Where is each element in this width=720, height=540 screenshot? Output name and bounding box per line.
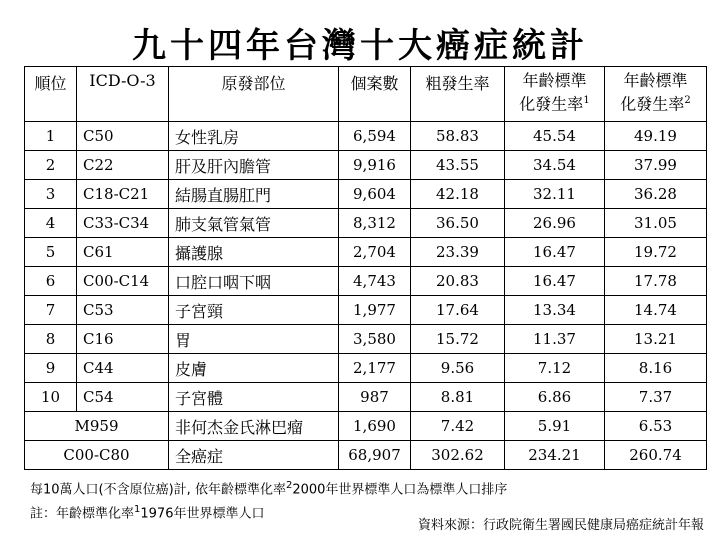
header-cases: 個案數 xyxy=(339,67,411,122)
cell-rank: 1 xyxy=(25,122,77,151)
header-site: 原發部位 xyxy=(169,67,339,122)
cell-icd-code: C61 xyxy=(77,238,169,267)
table-row xyxy=(25,151,707,180)
cell-asr-2: 7.37 xyxy=(605,383,707,412)
table-row-summary xyxy=(25,412,707,441)
cell-cases: 2,177 xyxy=(339,354,411,383)
cell-cases: 1,977 xyxy=(339,296,411,325)
table-row xyxy=(25,354,707,383)
cell-cases: 8,312 xyxy=(339,209,411,238)
cell-rank: 8 xyxy=(25,325,77,354)
cell-cases: 987 xyxy=(339,383,411,412)
cell-asr-1: 5.91 xyxy=(505,412,605,441)
cell-crude-rate: 43.55 xyxy=(411,151,505,180)
table-row xyxy=(25,383,707,412)
cell-asr-2: 37.99 xyxy=(605,151,707,180)
header-asr-1-sup: 1 xyxy=(583,95,590,106)
header-crude-rate: 粗發生率 xyxy=(411,67,505,122)
cell-icd-code: C54 xyxy=(77,383,169,412)
cell-primary-site: 子宮體 xyxy=(169,383,339,412)
footnote-2-text-a: 註：年齡標準化率 xyxy=(30,506,135,522)
table-row-summary xyxy=(25,441,707,470)
cell-crude-rate: 7.42 xyxy=(411,412,505,441)
cell-crude-rate: 302.62 xyxy=(411,441,505,470)
cell-asr-2: 49.19 xyxy=(605,122,707,151)
cell-asr-1: 6.86 xyxy=(505,383,605,412)
cell-cases: 4,743 xyxy=(339,267,411,296)
cell-asr-2: 13.21 xyxy=(605,325,707,354)
header-asr-1-line1: 年齡標準 xyxy=(522,71,587,90)
footnote-2-text-b: 1976年世界標準人口 xyxy=(140,506,265,522)
cell-crude-rate: 8.81 xyxy=(411,383,505,412)
cell-rank: 3 xyxy=(25,180,77,209)
cell-asr-2: 260.74 xyxy=(605,441,707,470)
cell-icd-code: C00-C14 xyxy=(77,267,169,296)
table-row xyxy=(25,267,707,296)
table-row xyxy=(25,209,707,238)
cell-asr-1: 11.37 xyxy=(505,325,605,354)
cell-rank: 10 xyxy=(25,383,77,412)
header-asr-2-line1: 年齡標準 xyxy=(623,71,688,90)
header-rank: 順位 xyxy=(25,67,77,122)
cell-icd-code: C50 xyxy=(77,122,169,151)
header-asr-1 xyxy=(505,67,605,122)
cell-primary-site: 攝護腺 xyxy=(169,238,339,267)
cell-asr-1: 13.34 xyxy=(505,296,605,325)
cell-rank: 5 xyxy=(25,238,77,267)
cell-icd-code: M959 xyxy=(25,412,169,441)
cell-cases: 1,690 xyxy=(339,412,411,441)
cell-icd-code: C44 xyxy=(77,354,169,383)
cell-cases: 3,580 xyxy=(339,325,411,354)
cell-primary-site: 肺支氣管氣管 xyxy=(169,209,339,238)
cell-asr-2: 14.74 xyxy=(605,296,707,325)
cell-icd-code: C33-C34 xyxy=(77,209,169,238)
cell-asr-1: 234.21 xyxy=(505,441,605,470)
cell-primary-site: 女性乳房 xyxy=(169,122,339,151)
header-icd: ICD-O-3 xyxy=(77,67,169,122)
cell-asr-2: 19.72 xyxy=(605,238,707,267)
cell-cases: 68,907 xyxy=(339,441,411,470)
cell-primary-site: 口腔口咽下咽 xyxy=(169,267,339,296)
data-source: 資料來源：行政院衛生署國民健康局癌症統計年報 xyxy=(417,518,704,533)
cell-rank: 6 xyxy=(25,267,77,296)
cell-asr-1: 32.11 xyxy=(505,180,605,209)
header-asr-2-sup: 2 xyxy=(684,95,691,106)
cell-primary-site: 子宮頸 xyxy=(169,296,339,325)
footnote-1-sup: 2 xyxy=(285,480,293,491)
cell-primary-site: 結腸直腸肛門 xyxy=(169,180,339,209)
cell-icd-code: C22 xyxy=(77,151,169,180)
footnote-1-text-a: 每10萬人口(不含原位癌)計, 依年齡標準化率 xyxy=(30,482,286,498)
cell-cases: 9,916 xyxy=(339,151,411,180)
cancer-statistics-table xyxy=(24,66,707,470)
cell-crude-rate: 23.39 xyxy=(411,238,505,267)
cell-icd-code: C00-C80 xyxy=(25,441,169,470)
cell-crude-rate: 42.18 xyxy=(411,180,505,209)
cell-crude-rate: 20.83 xyxy=(411,267,505,296)
cell-asr-2: 17.78 xyxy=(605,267,707,296)
cell-asr-2: 8.16 xyxy=(605,354,707,383)
header-asr-2 xyxy=(605,67,707,122)
cell-crude-rate: 17.64 xyxy=(411,296,505,325)
cell-cases: 6,594 xyxy=(339,122,411,151)
table-row xyxy=(25,325,707,354)
table-row xyxy=(25,238,707,267)
cell-rank: 7 xyxy=(25,296,77,325)
cell-asr-1: 26.96 xyxy=(505,209,605,238)
cell-cases: 2,704 xyxy=(339,238,411,267)
table-row xyxy=(25,296,707,325)
cell-crude-rate: 58.83 xyxy=(411,122,505,151)
cell-asr-1: 7.12 xyxy=(505,354,605,383)
cell-primary-site: 全癌症 xyxy=(169,441,339,470)
cell-primary-site: 非何杰金氏淋巴瘤 xyxy=(169,412,339,441)
cell-asr-1: 45.54 xyxy=(505,122,605,151)
page-title: 九十四年台灣十大癌症統計 xyxy=(132,26,588,66)
table-row xyxy=(25,122,707,151)
cell-icd-code: C53 xyxy=(77,296,169,325)
cell-asr-1: 16.47 xyxy=(505,267,605,296)
footnote-1 xyxy=(30,476,507,500)
cell-asr-1: 16.47 xyxy=(505,238,605,267)
table-header-row xyxy=(25,67,707,122)
cell-crude-rate: 15.72 xyxy=(411,325,505,354)
cell-primary-site: 胃 xyxy=(169,325,339,354)
header-asr-2-line2: 化發生率 xyxy=(620,94,685,114)
cell-rank: 9 xyxy=(25,354,77,383)
cell-asr-2: 6.53 xyxy=(605,412,707,441)
cell-icd-code: C16 xyxy=(77,325,169,354)
cell-icd-code: C18-C21 xyxy=(77,180,169,209)
cell-rank: 2 xyxy=(25,151,77,180)
cell-crude-rate: 36.50 xyxy=(411,209,505,238)
footnote-2-sup: 1 xyxy=(134,504,141,516)
cell-asr-2: 36.28 xyxy=(605,180,707,209)
cell-primary-site: 肝及肝內膽管 xyxy=(169,151,339,180)
cell-asr-1: 34.54 xyxy=(505,151,605,180)
header-asr-1-line2: 化發生率 xyxy=(519,94,584,114)
table-row xyxy=(25,180,707,209)
footnote-1-text-b: 2000年世界標準人口為標準人口排序 xyxy=(292,482,508,498)
cell-primary-site: 皮膚 xyxy=(169,354,339,383)
cell-asr-2: 31.05 xyxy=(605,209,707,238)
cell-rank: 4 xyxy=(25,209,77,238)
table-body xyxy=(25,122,707,470)
cell-crude-rate: 9.56 xyxy=(411,354,505,383)
cell-cases: 9,604 xyxy=(339,180,411,209)
